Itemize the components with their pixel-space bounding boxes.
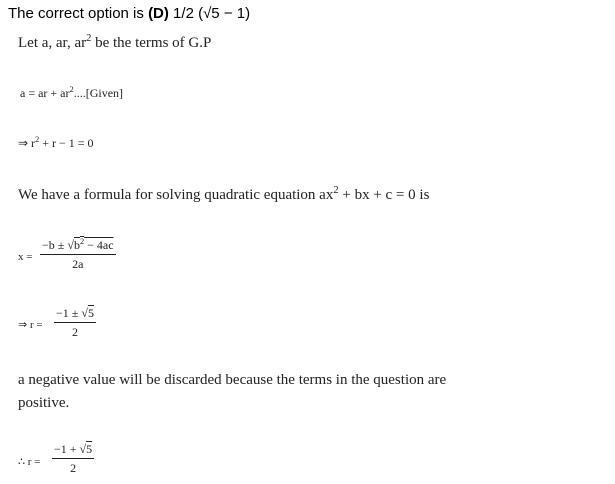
formula2-lhs: ⇒ r =: [18, 319, 43, 331]
formula-intro-sup: 2: [333, 185, 339, 196]
formula3-lhs: ∴ r =: [18, 456, 41, 468]
formula2-fraction: [54, 306, 96, 340]
formula3-num-b: 5: [86, 442, 93, 456]
formula2-num-b: 5: [87, 306, 94, 320]
formula1-lhs: x =: [18, 251, 33, 263]
quadratic-equation-sup: 2: [35, 135, 40, 144]
formula1-num-a: −b ± √: [42, 238, 74, 252]
formula3-fraction: [52, 442, 94, 476]
formula2-denominator: 2: [71, 325, 78, 339]
discard-explanation-line1: a negative value will be discarded because the terms in the question are: [18, 372, 447, 388]
quadratic-equation-text: ⇒ r: [18, 136, 36, 150]
formula-intro-text: We have a formula for solving quadratic equation ax: [18, 187, 334, 203]
formula3-numerator: [52, 442, 94, 458]
formula1-num-b: b: [73, 238, 80, 252]
header-answer: 1/2 (√5 − 1): [168, 5, 251, 22]
formula3-num-a: −1 + √: [54, 442, 87, 456]
given-equation-line: [20, 86, 123, 101]
gp-terms-tail: be the terms of G.P: [91, 35, 212, 51]
formula-intro-line: [18, 187, 429, 204]
formula1-num-sup: 2: [79, 237, 85, 246]
formula1-fraction: [40, 238, 116, 272]
formula2-num-a: −1 ± √: [56, 306, 88, 320]
formula1-denominator: 2a: [72, 257, 84, 271]
given-equation-text: a = ar + ar: [20, 86, 70, 100]
given-equation-sup: 2: [69, 85, 74, 94]
gp-terms-line: [18, 35, 211, 52]
header-option: (D): [148, 5, 169, 22]
given-equation-tail: ....[Given]: [73, 86, 124, 100]
header-prefix: The correct option is: [8, 5, 149, 22]
gp-terms-text: Let a, ar, ar: [18, 35, 87, 51]
gp-terms-sup: 2: [86, 33, 92, 44]
answer-header: [8, 5, 250, 22]
formula-intro-tail: + bx + c = 0 is: [338, 187, 430, 203]
formula3-denominator: 2: [70, 461, 77, 475]
formula1-numerator: [40, 238, 116, 254]
discard-explanation-line2: positive.: [18, 395, 70, 411]
formula1-num-c: − 4ac: [84, 238, 114, 252]
formula2-numerator: [54, 306, 96, 322]
quadratic-equation-tail: + r − 1 = 0: [39, 136, 94, 150]
quadratic-equation-line: [18, 136, 94, 151]
